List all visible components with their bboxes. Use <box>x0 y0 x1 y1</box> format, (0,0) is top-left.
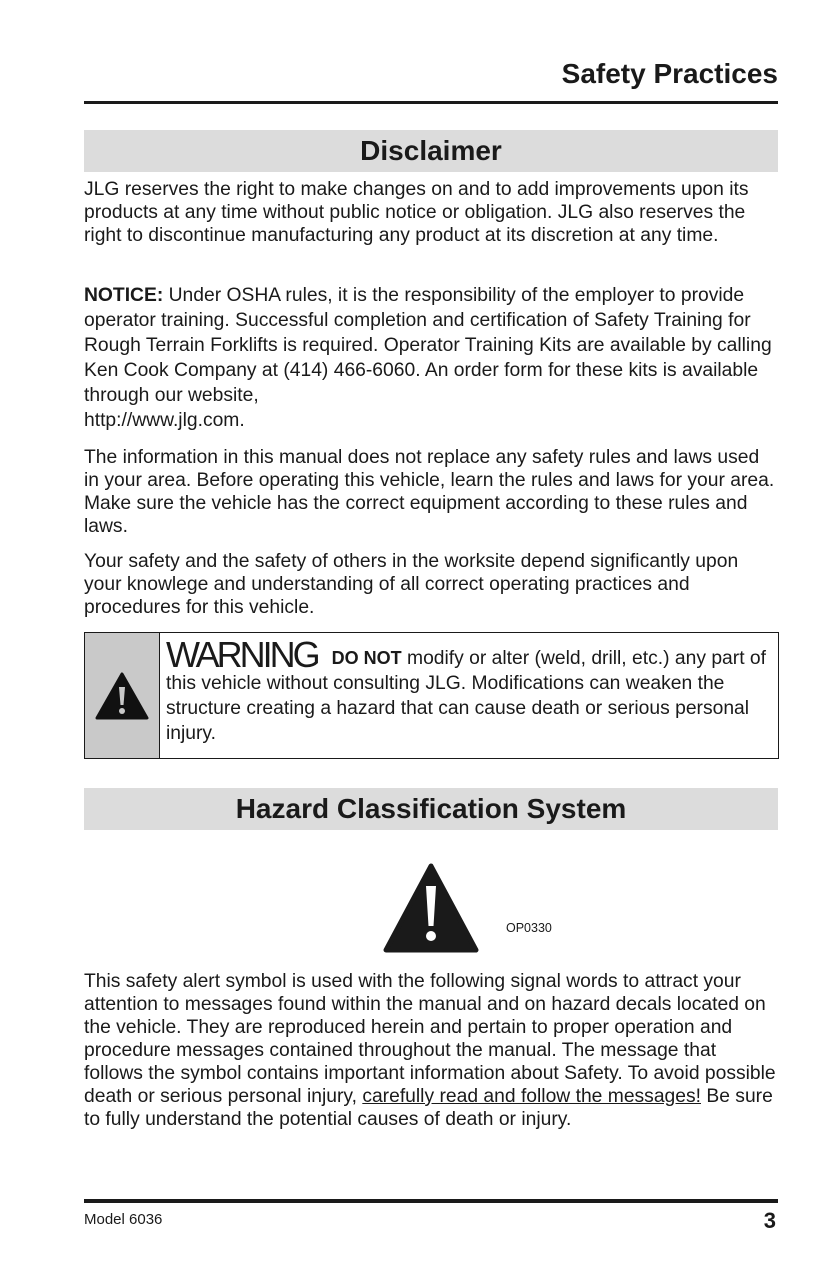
disclaimer-paragraph-4: Your safety and the safety of others in the worksite depend significantly upon your knowlege and understanding of all correct operating practices and procedures for this vehicle. <box>84 551 739 618</box>
warning-side-panel <box>85 633 160 758</box>
warning-box <box>84 632 779 759</box>
notice-text: Under OSHA rules, it is the responsibility of the employer to provide operator training. Successful completion and certification of Safety Training for Rough Terrain Forklifts is required. Operator Training Kits are available by calling Ken Cook Company at (414) 466-6060. An order form for these kits is available through our website, <box>84 285 772 406</box>
warning-emphasis: DO NOT <box>331 648 402 668</box>
disclaimer-heading: Disclaimer <box>360 135 502 166</box>
warning-triangle-icon <box>95 672 149 720</box>
disclaimer-paragraph-1: JLG reserves the right to make changes on and to add improvements upon its products at any time without public notice or obligation. JLG also reserves the right to discontinue manufacturing any product at its discretion at any time. <box>84 179 749 246</box>
notice-paragraph <box>84 283 778 433</box>
disclaimer-paragraph-3: The information in this manual does not replace any safety rules and laws used in your area. Before operating this vehicle, learn the rules and laws for your area. Make sure the vehicle has the correct equipment according to these rules and laws. <box>84 447 775 537</box>
notice-label: NOTICE: <box>84 285 164 306</box>
hazard-text-a: This safety alert symbol is used with the following signal words to attract your attention to messages found within the manual and on hazard decals located on the vehicle. They are reproduced herein and pertain to proper operation and procedure messages contained throughout the manual. The message that follows the symbol contains important information about Safety. To avoid possible death or serious personal injury, <box>84 971 776 1107</box>
hazard-text-b: Be sure to fully understand the potential causes of death or injury. <box>84 1086 773 1130</box>
section-title: Safety Practices <box>561 58 778 89</box>
header-rule <box>84 101 778 104</box>
hazard-paragraph <box>84 970 778 1131</box>
figure-code: OP0330 <box>506 921 552 935</box>
warning-message: modify or alter (weld, drill, etc.) any part of this vehicle without consulting JLG. Modifications can weaken the structure creating a hazard that can cause death or serious personal injury. <box>166 648 766 744</box>
page-number: 3 <box>763 1208 776 1233</box>
hazard-heading: Hazard Classification System <box>235 793 627 824</box>
disclaimer-band <box>84 130 778 172</box>
safety-alert-triangle-icon <box>383 862 479 954</box>
warning-text <box>160 633 778 758</box>
hazard-band <box>84 788 778 830</box>
website-link[interactable]: http://www.jlg.com. <box>84 410 245 431</box>
footer-rule <box>84 1199 778 1203</box>
hazard-text-underlined: carefully read and follow the messages! <box>362 1086 701 1107</box>
warning-signal-word: WARNING <box>166 634 318 675</box>
footer-model: Model 6036 <box>84 1211 163 1228</box>
